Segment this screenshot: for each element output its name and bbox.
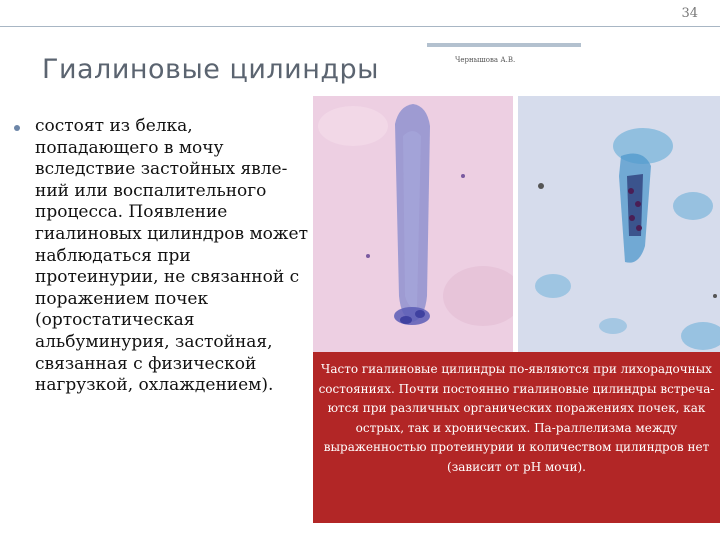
slide-title: Гиалиновые цилиндры (42, 54, 379, 85)
hyaline-cast-photo-right (518, 96, 720, 352)
author-label: Чернышова А.В. (455, 56, 516, 64)
bullet-dot-icon (14, 125, 20, 131)
header-divider-right (580, 26, 720, 27)
header-accent-bar (427, 43, 581, 47)
hyaline-cast-photo-left (313, 96, 523, 352)
caption-text: Часто гиалиновые цилиндры по-являются при лихорадочных состояниях. Почти постоянно гиалиновые цилиндры встреча-ются при различных органических поражениях почек, как острых, так и хронических. Па-раллелизма между выраженностью протеинурии и количеством цилиндров нет (зависит от pH мочи). (318, 362, 715, 474)
bullet-list (14, 116, 314, 397)
micrograph-area (313, 96, 720, 352)
header-divider (0, 26, 580, 27)
bullet-text: состоят из белка, попадающего в мочу вследствие застойных явле-ний или воспалительного процесса. Появление гиалиновых цилиндров может наблюдаться при протеинурии, не связанной с поражением почек (ортостатическая альбуминурия, застойная, связанная с физической нагрузкой, охлаждением). (35, 116, 309, 396)
slide-number: 34 (681, 6, 698, 21)
caption-box (313, 352, 720, 523)
